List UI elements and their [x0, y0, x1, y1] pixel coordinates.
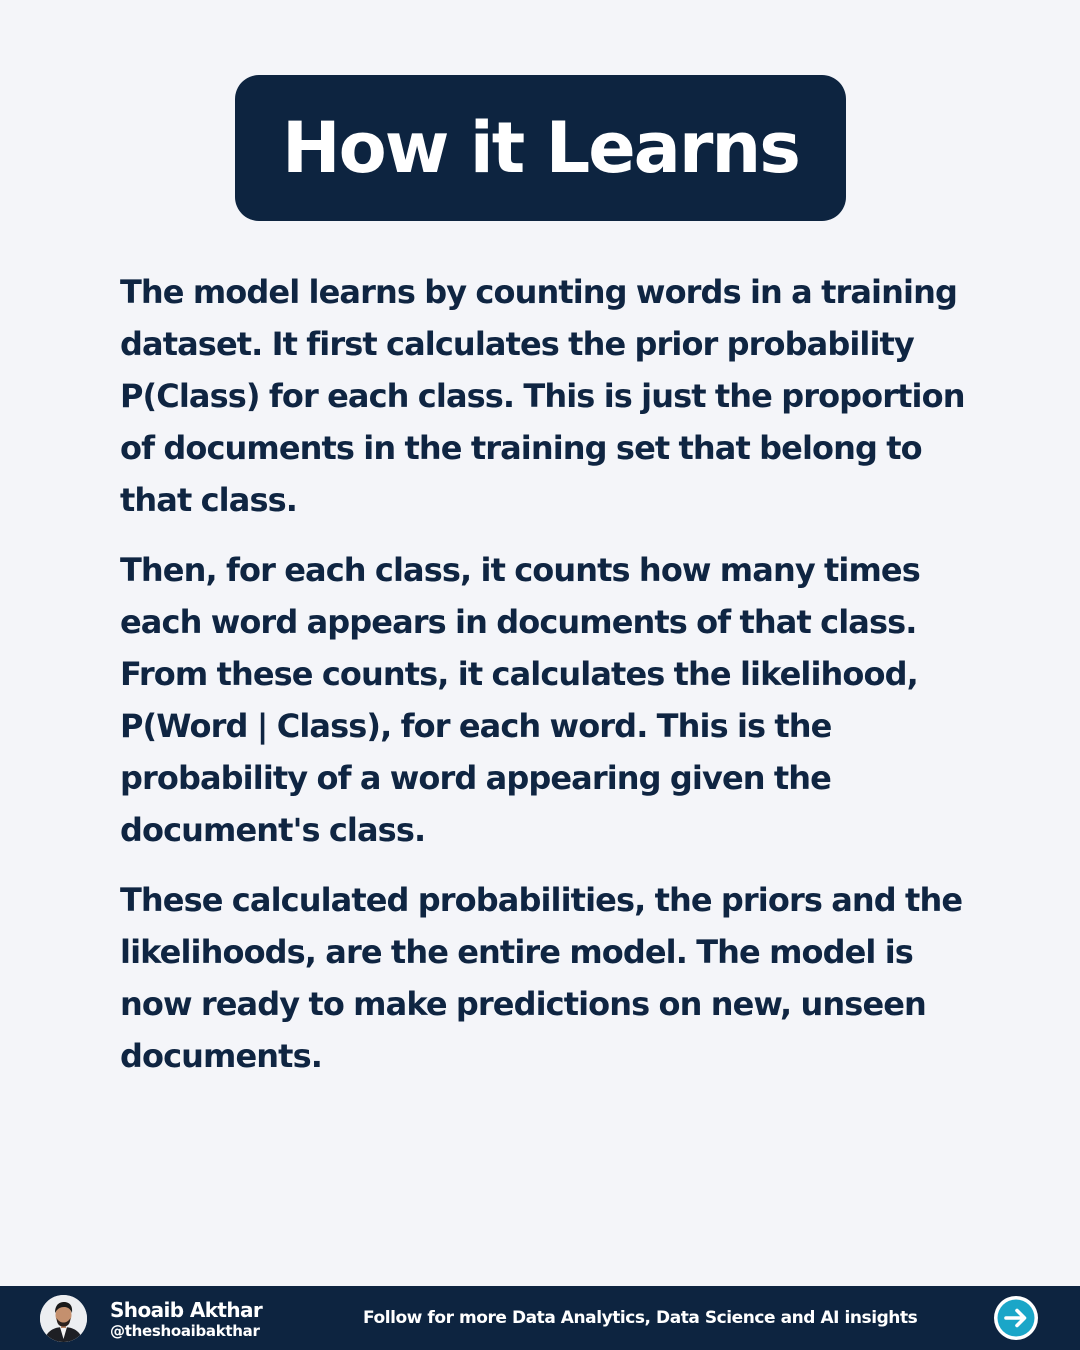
footer-bar [0, 1286, 1080, 1350]
author-name: Shoaib Akthar [110, 1298, 263, 1322]
next-slide-button[interactable] [992, 1294, 1040, 1342]
follow-tagline: Follow for more Data Analytics, Data Science and AI insights [363, 1308, 918, 1328]
avatar [40, 1295, 87, 1342]
body-content [120, 266, 970, 1100]
paragraph-likelihood: Then, for each class, it counts how many times each word appears in documents of that class. From these counts, it calculates the likelihood, P(Word | Class), for each word. This is the probability of a word appearing given the document's class. [120, 551, 920, 849]
arrow-right-circle-icon [992, 1294, 1040, 1342]
page-title: How it Learns [282, 107, 799, 189]
author-handle[interactable]: @theshoaibakthar [110, 1322, 260, 1340]
paragraph-prior: The model learns by counting words in a training dataset. It first calculates the prior probability P(Class) for each class. This is just the proportion of documents in the training set that belong to that class. [120, 273, 965, 519]
title-banner [235, 75, 846, 221]
paragraph-model: These calculated probabilities, the priors and the likelihoods, are the entire model. The model is now ready to make predictions on new, unseen documents. [120, 881, 963, 1075]
